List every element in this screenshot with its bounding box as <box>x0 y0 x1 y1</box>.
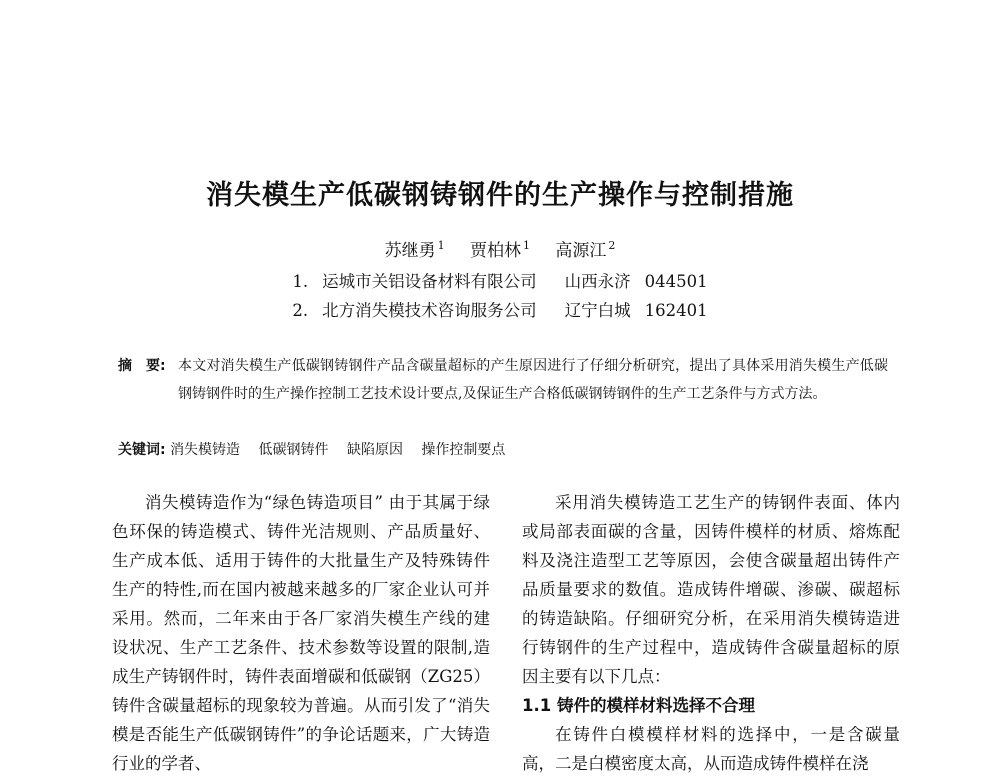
keyword: 缺陷原因 <box>346 442 403 458</box>
keyword: 消失模铸造 <box>170 442 241 458</box>
body-paragraph: 消失模铸造作为“绿色铸造项目” 由于其属于绿色环保的铸造模式、铸件光洁规则、产品质量好、生产成本低、适用于铸件的大批量生产及特殊铸件生产的特性,而在国内被越来越多的厂家企业认可并采用。然而，二年来由于各厂家消失模生产线的建设状况、生产工艺条件、技术参数等设置的限制,造成生产铸钢件时，铸件表面增碳和低碳钢（ZG25）铸件含碳量超标的现象较为普遍。从而引发了“消失模是否能生产低碳钢铸件”的争论话题来，广大铸造行业的学者、 <box>112 493 490 773</box>
affiliation-2: 2. 北方消失模技术咨询服务公司 辽宁白城 162401 <box>292 301 708 320</box>
author-list <box>0 236 1000 261</box>
abstract-text: 本文对消失模生产低碳钢铸钢件产品含碳量超标的产生原因进行了仔细分析研究，提出了具体采用消失模生产低碳钢铸钢件时的生产操作控制工艺技术设计要点,及保证生产合格低碳钢铸钢件的生产工艺条件与方式方法。 <box>178 358 888 402</box>
keywords <box>118 436 519 464</box>
abstract-label: 摘 要: <box>118 358 166 374</box>
right-column <box>522 488 900 778</box>
keyword: 操作控制要点 <box>421 442 506 458</box>
body-paragraph: 采用消失模铸造工艺生产的铸钢件表面、体内或局部表面碳的含量，因铸件模样的材质、熔炼配料及浇注造型工艺等原因，会使含碳量超出铸件产品质量要求的数值。造成铸件增碳、渗碳、碳超标的铸造缺陷。仔细研究分析，在采用消失模铸造进行铸钢件的生产过程中，造成铸件含碳量超标的原因主要有以下几点： <box>522 493 900 686</box>
author: 苏继勇 $^1$ <box>384 239 445 261</box>
body-paragraph: 在铸件白模模样材料的选择中，一是含碳量高，二是白模密度太高，从而造成铸件模样在浇 <box>522 725 900 773</box>
abstract <box>118 352 888 408</box>
keyword: 低碳钢铸件 <box>258 442 329 458</box>
author: 高源江 $^2$ <box>555 239 616 261</box>
keywords-label: 关键词: <box>118 442 166 458</box>
left-column <box>112 488 490 778</box>
author: 贾柏林 $^1$ <box>470 239 530 261</box>
paper-title: 消失模生产低碳钢铸钢件的生产操作与控制措施 <box>206 180 794 211</box>
affiliation-1: 1. 运城市关铝设备材料有限公司 山西永济 044501 <box>292 272 708 291</box>
section-heading: 1.1 铸件的模样材料选择不合理 <box>522 696 755 715</box>
